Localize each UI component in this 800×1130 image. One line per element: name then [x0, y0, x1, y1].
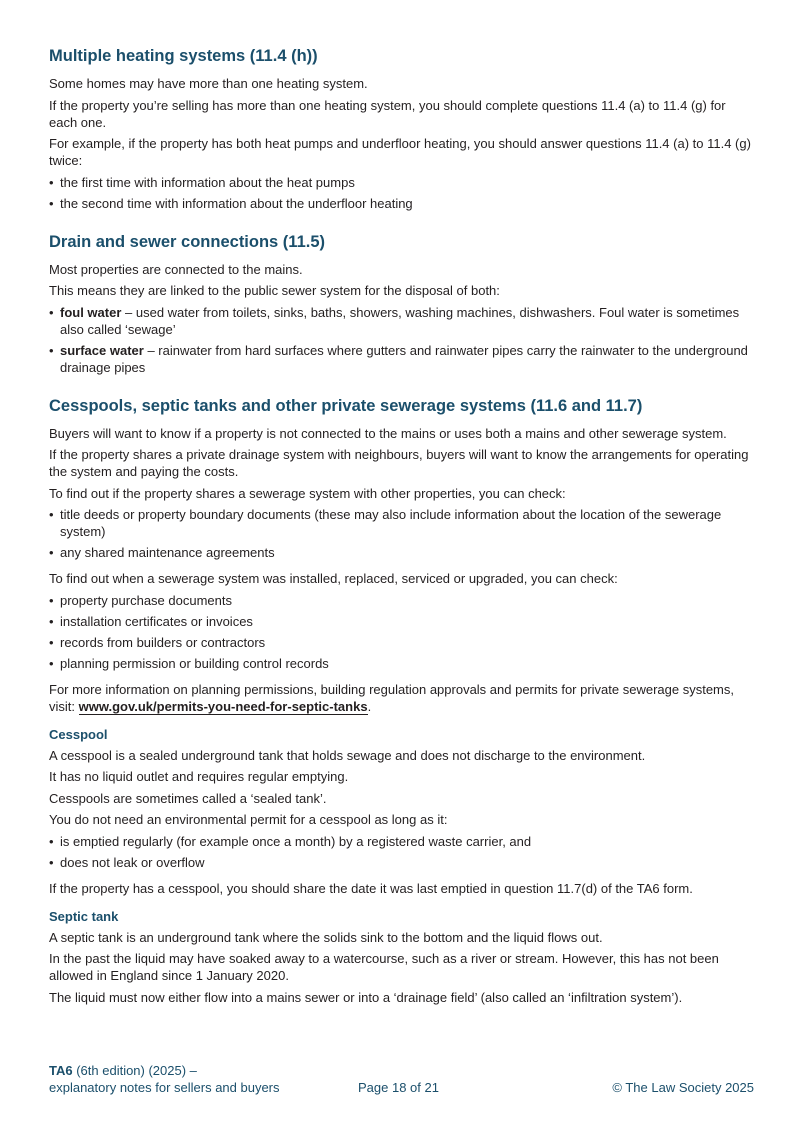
definition: – used water from toilets, sinks, baths, showers, washing machines, dishwashers. Foul water is sometimes also called ‘sewage’ [60, 304, 740, 337]
bullet-list [49, 592, 754, 672]
list-item [49, 304, 754, 338]
paragraph: It has no liquid outlet and requires regular emptying. [49, 769, 349, 784]
list-item: • planning permission or building control records [49, 655, 754, 672]
list-item: • title deeds or property boundary documents (these may also include information about the location of the sewerage system) [49, 506, 754, 540]
list-item: • the first time with information about the heat pumps [49, 174, 754, 191]
paragraph: Buyers will want to know if a property is not connected to the mains or uses both a mains and other sewerage system. [49, 425, 727, 441]
list-item: • records from builders or contractors [49, 634, 754, 651]
paragraph: The liquid must now either flow into a mains sewer or into a ‘drainage field’ (also called an ‘infiltration system’). [49, 989, 683, 1005]
paragraph: For example, if the property has both heat pumps and underfloor heating, you should answer questions 11.4 (a) to 11.4 (g) twice: [49, 136, 751, 168]
paragraph: If the property shares a private drainage system with neighbours, buyers will want to know the arrangements for operating the system and paying the costs. [49, 447, 749, 479]
list-item [49, 342, 754, 376]
footer-doc-subtitle: explanatory notes for sellers and buyers [49, 1080, 280, 1095]
paragraph [49, 681, 754, 715]
bullet-list [49, 833, 754, 871]
list-item: • is emptied regularly (for example once a month) by a registered waste carrier, and [49, 833, 754, 850]
heading-cesspools-septic: Cesspools, septic tanks and other private sewerage systems (11.6 and 11.7) [49, 396, 643, 415]
page-footer [49, 1062, 754, 1102]
list-item: • the second time with information about the underfloor heating [49, 195, 754, 212]
paragraph: If the property has a cesspool, you should share the date it was last emptied in question 11.7(d) of the TA6 form. [49, 880, 693, 896]
paragraph: To find out when a sewerage system was installed, replaced, serviced or upgraded, you can check: [49, 571, 618, 586]
paragraph: A cesspool is a sealed underground tank that holds sewage and does not discharge to the environment. [49, 747, 646, 763]
permits-link[interactable]: www.gov.uk/permits-you-need-for-septic-tanks [78, 698, 368, 714]
list-item: • any shared maintenance agreements [49, 544, 754, 561]
paragraph: To find out if the property shares a sewerage system with other properties, you can check: [49, 485, 566, 501]
bullet-list [49, 174, 754, 212]
bullet-list [49, 506, 754, 561]
footer-doc-edition: (6th edition) (2025) – [72, 1063, 197, 1078]
paragraph: In the past the liquid may have soaked away to a watercourse, such as a river or stream. However, this has not been allowed in England since 1 January 2020. [49, 951, 719, 983]
list-item: • does not leak or overflow [49, 854, 754, 871]
paragraph: You do not need an environmental permit for a cesspool as long as it: [49, 812, 448, 827]
paragraph: If the property you’re selling has more than one heating system, you should complete questions 11.4 (a) to 11.4 (g) for each one. [49, 97, 726, 130]
heading-drain-sewer: Drain and sewer connections (11.5) [49, 232, 326, 251]
subheading-septic-tank: Septic tank [49, 908, 119, 924]
paragraph: A septic tank is an underground tank where the solids sink to the bottom and the liquid flows out. [49, 929, 603, 945]
paragraph: Some homes may have more than one heating system. [49, 76, 368, 91]
footer-page-number: Page 18 of 21 [358, 1080, 439, 1095]
list-item: • installation certificates or invoices [49, 613, 754, 630]
paragraph-text: For more information on planning permissions, building regulation approvals and permits for private sewerage systems, visit: [49, 681, 735, 714]
term-surface-water: surface water [60, 342, 144, 358]
bullet-list [49, 304, 754, 376]
paragraph: This means they are linked to the public sewer system for the disposal of both: [49, 283, 500, 298]
footer-copyright: © The Law Society 2025 [612, 1080, 754, 1095]
page-content [49, 46, 754, 1010]
list-item: • property purchase documents [49, 592, 754, 609]
footer-doc-code: TA6 [49, 1063, 73, 1078]
paragraph: Most properties are connected to the mains. [49, 261, 303, 277]
paragraph: Cesspools are sometimes called a ‘sealed tank’. [49, 790, 327, 806]
definition: – rainwater from hard surfaces where gutters and rainwater pipes carry the rainwater to the underground drainage pipes [60, 342, 748, 375]
term-foul-water: foul water [60, 304, 122, 320]
paragraph-end: . [367, 698, 372, 714]
footer-document-title [49, 1062, 309, 1096]
subheading-cesspool: Cesspool [49, 726, 108, 742]
heading-multiple-heating: Multiple heating systems (11.4 (h)) [49, 47, 318, 65]
